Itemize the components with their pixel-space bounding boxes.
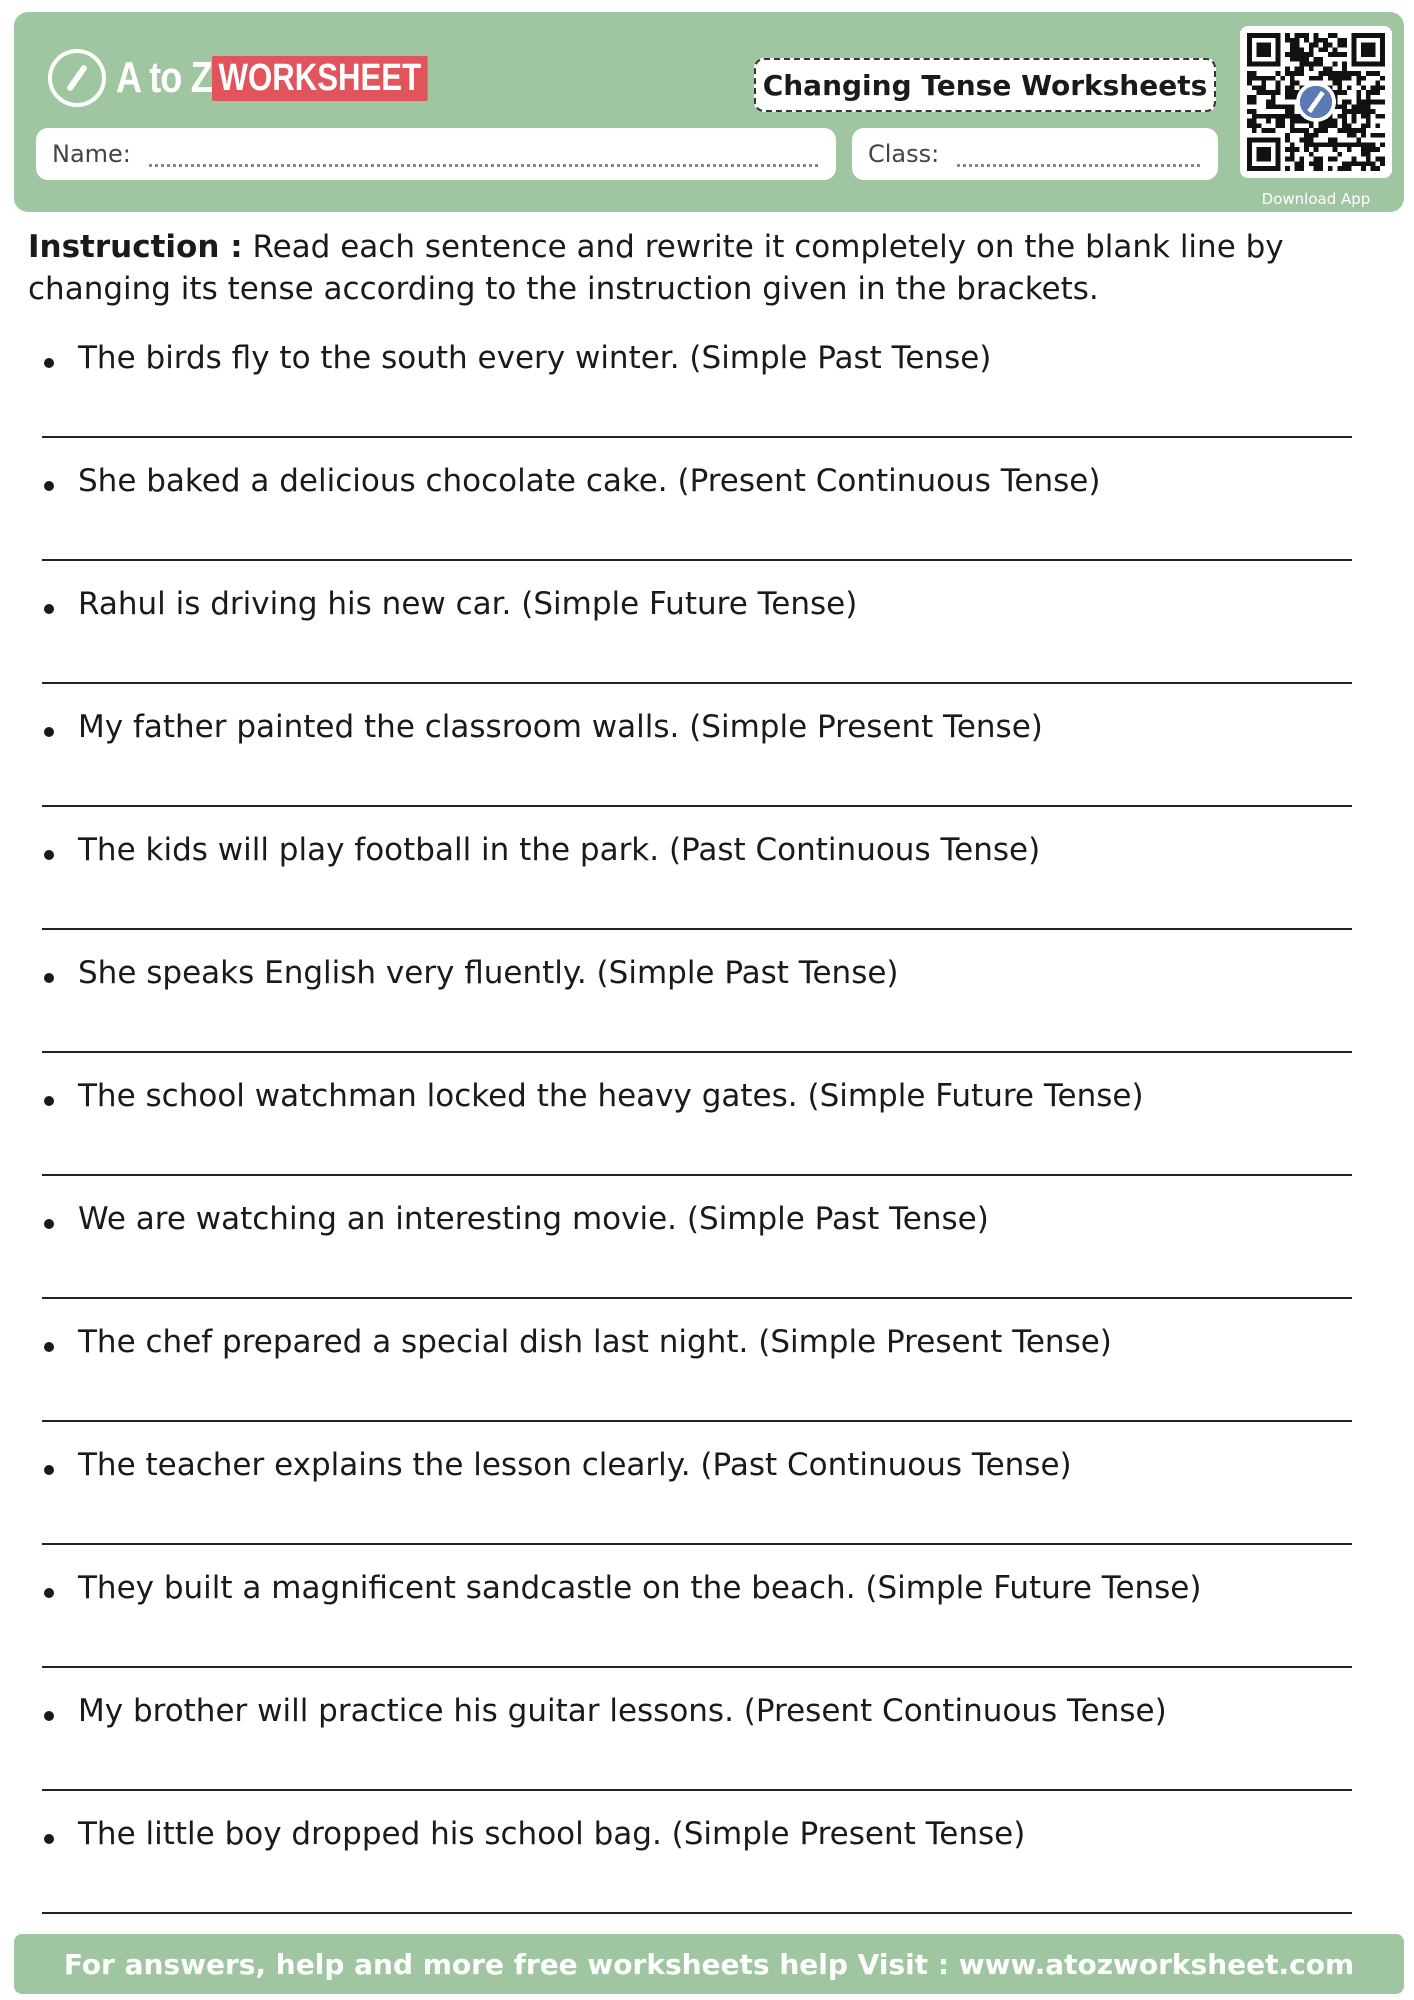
- answer-line[interactable]: [42, 682, 1352, 684]
- qr-caption: Download App: [1261, 190, 1371, 208]
- name-field[interactable]: [36, 128, 836, 180]
- bullet-icon: [44, 1711, 54, 1721]
- bullet-icon: [44, 481, 54, 491]
- answer-line[interactable]: [42, 1789, 1352, 1791]
- exercise-sentence: The school watchman locked the heavy gates. (Simple Future Tense): [78, 1078, 1144, 1114]
- exercise-item: [0, 945, 1414, 1068]
- exercise-sentence: Rahul is driving his new car. (Simple Future Tense): [78, 586, 858, 622]
- answer-line[interactable]: [42, 1543, 1352, 1545]
- answer-line[interactable]: [42, 1666, 1352, 1668]
- bullet-icon: [44, 1588, 54, 1598]
- exercise-sentence: The little boy dropped his school bag. (Simple Present Tense): [78, 1816, 1026, 1852]
- exercise-item: [0, 1191, 1414, 1314]
- pen-logo-icon: [48, 49, 106, 107]
- instruction-body: Read each sentence and rewrite it completely on the blank line by changing its tense according to the instruction given in the brackets.: [28, 229, 1284, 307]
- exercise-sentence: She speaks English very fluently. (Simple Past Tense): [78, 955, 899, 991]
- exercise-item: [0, 453, 1414, 576]
- exercise-sentence: The kids will play football in the park. (Past Continuous Tense): [78, 832, 1041, 868]
- bullet-icon: [44, 973, 54, 983]
- answer-line[interactable]: [42, 1174, 1352, 1176]
- bullet-icon: [44, 358, 54, 368]
- class-blank[interactable]: [957, 141, 1200, 167]
- answer-line[interactable]: [42, 1912, 1352, 1914]
- header-banner: [14, 12, 1404, 212]
- exercise-sentence: The chef prepared a special dish last night. (Simple Present Tense): [78, 1324, 1112, 1360]
- answer-line[interactable]: [42, 1297, 1352, 1299]
- exercise-item: [0, 822, 1414, 945]
- name-label: Name:: [52, 140, 131, 168]
- answer-line[interactable]: [42, 928, 1352, 930]
- class-field[interactable]: [852, 128, 1218, 180]
- bullet-icon: [44, 727, 54, 737]
- bullet-icon: [44, 850, 54, 860]
- class-label: Class:: [868, 140, 940, 168]
- answer-line[interactable]: [42, 559, 1352, 561]
- exercise-item: [0, 1314, 1414, 1437]
- bullet-icon: [44, 1219, 54, 1229]
- logo-worksheet-text: WORKSHEET: [212, 56, 428, 101]
- logo-atoz-text: A to Z: [116, 53, 212, 102]
- bullet-icon: [44, 1465, 54, 1475]
- exercise-sentence: My brother will practice his guitar lessons. (Present Continuous Tense): [78, 1693, 1167, 1729]
- footer-banner[interactable]: [14, 1934, 1404, 1994]
- exercise-item: [0, 576, 1414, 699]
- answer-line[interactable]: [42, 1420, 1352, 1422]
- exercise-item: [0, 1437, 1414, 1560]
- bullet-icon: [44, 1342, 54, 1352]
- exercise-sentence: The birds fly to the south every winter. (Simple Past Tense): [78, 340, 992, 376]
- instruction-text: [28, 226, 1388, 310]
- exercise-item: [0, 699, 1414, 822]
- answer-line[interactable]: [42, 1051, 1352, 1053]
- exercise-sentence: The teacher explains the lesson clearly. (Past Continuous Tense): [78, 1447, 1072, 1483]
- exercise-list: [0, 330, 1414, 1929]
- bullet-icon: [44, 604, 54, 614]
- brand-logo[interactable]: [48, 44, 475, 112]
- exercise-item: [0, 1560, 1414, 1683]
- bullet-icon: [44, 1096, 54, 1106]
- exercise-sentence: My father painted the classroom walls. (Simple Present Tense): [78, 709, 1043, 745]
- footer-link-text[interactable]: For answers, help and more free worksheets help Visit : www.atozworksheet.com: [63, 1947, 1355, 1981]
- exercise-sentence: We are watching an interesting movie. (Simple Past Tense): [78, 1201, 989, 1237]
- answer-line[interactable]: [42, 436, 1352, 438]
- exercise-sentence: She baked a delicious chocolate cake. (Present Continuous Tense): [78, 463, 1101, 499]
- exercise-item: [0, 330, 1414, 453]
- exercise-item: [0, 1068, 1414, 1191]
- answer-line[interactable]: [42, 805, 1352, 807]
- instruction-label: Instruction :: [28, 229, 243, 265]
- exercise-sentence: They built a magnificent sandcastle on the beach. (Simple Future Tense): [78, 1570, 1202, 1606]
- exercise-item: [0, 1806, 1414, 1929]
- name-blank[interactable]: [149, 141, 818, 167]
- exercise-item: [0, 1683, 1414, 1806]
- qr-code-icon[interactable]: [1240, 26, 1392, 178]
- worksheet-title: Changing Tense Worksheets: [754, 58, 1216, 112]
- bullet-icon: [44, 1834, 54, 1844]
